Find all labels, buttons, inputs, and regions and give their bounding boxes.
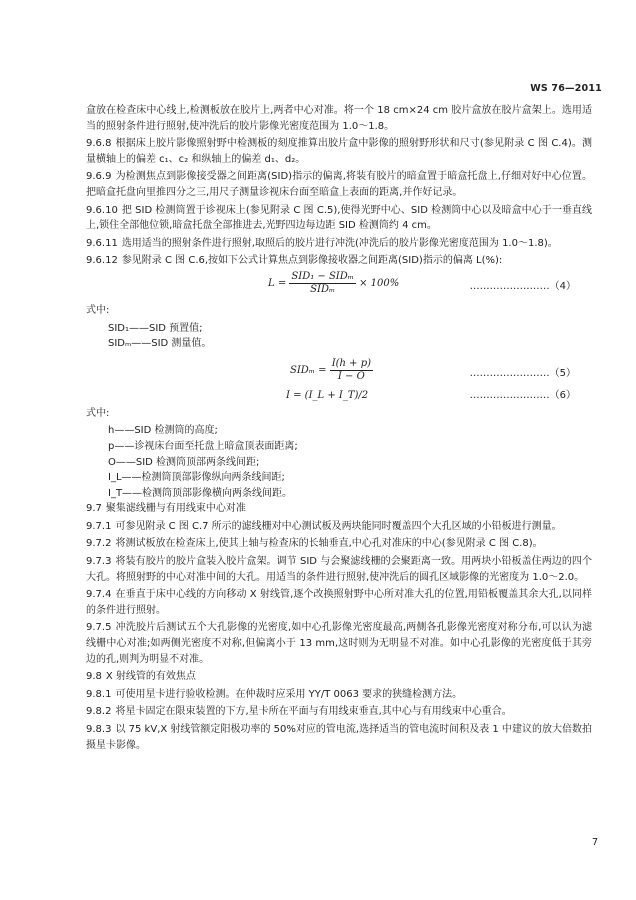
clause-text: 把 SID 检测筒置于诊视床上(参见附录 C 图 C.5),使得光野中心、SID 检测筒中心以及暗盒中心于一垂直线上,锁住全部他位锁,暗盒托盘全部推进去,光野四边每边距 SID 检测筒约 4 cm。 (86, 204, 592, 232)
equation-number-6: ……………………（6） (469, 389, 576, 401)
standard-code: WS 76—2011 (530, 83, 602, 94)
clause-9-6-8 (86, 136, 592, 167)
clause-9-6-12 (86, 253, 592, 269)
where-label: 式中: (86, 407, 110, 419)
equation-fraction (330, 358, 373, 383)
variable-def: h——SID 检测筒的高度; (108, 425, 218, 437)
section-9-7-heading (86, 501, 592, 517)
clause-number: 9.8.2 (86, 706, 112, 718)
clause-text: 将装有胶片的胶片盒装入胶片盒架。调节 SID 与会聚滤线栅的会聚距离一致。用两块小铅板盖住两边的四个大孔。将照射野的中心对准中间的大孔。用适当的条件进行照射,使冲洗后的圆孔区域影像的光密度为 1.0～2.0。 (86, 556, 592, 583)
clause-text: 冲洗胶片后测试五个大孔影像的光密度,如中心孔影像光密度最高,两侧各孔影像光密度对称分布,可以认为滤线栅中心对准;如两侧光密度不对称,但偏离小于 13 mm,这时则为无明显不对准。如中心孔影像的光密度低于其旁边的孔,则判为明显不对准。 (86, 622, 592, 665)
clause-text: 为检测焦点到影像接受器之间距离(SID)指示的偏离,将装有胶片的暗盒置于暗盒托盘上,仔细对好中心位置。把暗盒托盘向里推四分之三,用尺子测量诊视床台面至暗盒上表面的距离,并作好记录。 (86, 171, 592, 198)
clause-text: 可使用星卡进行验收检测。在仲裁时应采用 YY/T 0063 要求的狭缝检测方法。 (115, 688, 463, 700)
equation-number-5: ……………………（5） (469, 367, 576, 379)
clause-9-7-4 (86, 587, 592, 618)
clause-text: 可参见附录 C 图 C.7 所示的滤线栅对中心测试板及两块能同时覆盖四个大孔区域的小铅板进行测量。 (115, 520, 562, 532)
equation-tail: × 100% (359, 277, 400, 289)
clause-number: 9.6.11 (86, 237, 118, 249)
fraction-denominator: SIDₘ (310, 283, 336, 295)
clause-9-8-1 (86, 687, 592, 703)
clause-number: 9.6.8 (86, 138, 112, 150)
clause-number: 9.8.1 (86, 688, 112, 700)
clause-text: 根据床上胶片影像照射野中检测板的刻度推算出胶片盒中影像的照射野形状和尺寸(参见附录 C 图 C.4)。测量横轴上的偏差 c₁、c₂ 和纵轴上的偏差 d₁、d₂。 (86, 138, 592, 165)
clause-9-7-1 (86, 519, 592, 535)
fraction-numerator: SID₁ − SIDₘ (291, 270, 354, 282)
page-number: 7 (591, 837, 598, 848)
clause-text: 在垂直于床中心线的方向移动 X 射线管,逐个改换照射野中心所对准大孔的位置,用铅板覆盖其余大孔,以同样的条件进行照射。 (86, 589, 592, 616)
section-number: 9.8 (86, 671, 102, 683)
clause-9-8-2 (86, 704, 592, 720)
clause-9-8-3 (86, 722, 592, 753)
clause-number: 9.6.12 (86, 255, 118, 267)
paragraph-continuation: 盒放在检查床中心线上,检测板放在胶片上,两者中心对准。将一个 18 cm×24 cm 胶片盒放在胶片盒架上。选用适当的照射条件进行照射,使冲洗后的胶片影像光密度范围为 1.0～1.8。 (86, 105, 592, 132)
equation-6 (86, 386, 592, 406)
fraction-denominator: I − O (337, 370, 365, 382)
section-title: X 射线管的有效焦点 (105, 671, 196, 683)
clause-number: 9.6.9 (86, 171, 112, 183)
section-9-8-heading (86, 669, 592, 685)
equation-lhs: SIDₘ = (290, 364, 330, 376)
clause-9-6-10 (86, 203, 592, 234)
equation-fraction (289, 271, 356, 296)
variable-def: SID₁——SID 预置值; (108, 322, 203, 334)
clause-text: 将星卡固定在限束装置的下方,星卡所在平面与有用线束垂直,其中心与有用线束中心重合。 (115, 706, 512, 718)
clause-number: 9.7.2 (86, 538, 112, 550)
fraction-numerator: I(h + p) (331, 357, 372, 369)
variable-def: I_L——检测筒顶部影像纵向两条线间距; (108, 472, 285, 484)
clause-9-7-2 (86, 536, 592, 552)
variable-def: p——诊视床台面至托盘上暗盒顶表面距离; (108, 440, 298, 452)
where-label: 式中: (86, 304, 110, 316)
clause-9-6-11 (86, 236, 592, 252)
clause-text: 将测试板放在检查床上,使其上轴与检查床的长轴垂直,中心孔对准床的中心(参见附录 C 图 C.8)。 (115, 538, 543, 550)
clause-number: 9.7.5 (86, 622, 112, 634)
clause-number: 9.8.3 (86, 724, 112, 735)
document-body (86, 103, 592, 755)
section-number: 9.7 (86, 503, 102, 515)
clause-text: 参见附录 C 图 C.6,按如下公式计算焦点到影像接收器之间距离(SID)指示的偏离 L(%): (121, 255, 503, 267)
clause-text: 选用适当的照射条件进行照射,取照后的胶片进行冲洗(冲洗后的胶片影像光密度范围为 1.0～1.8)。 (121, 237, 558, 249)
variable-def: O——SID 检测筒顶部两条线间距; (108, 456, 260, 468)
clause-number: 9.7.4 (86, 589, 112, 601)
clause-number: 9.7.1 (86, 520, 112, 532)
variable-def: I_T——检测筒顶部影像横向两条线间距。 (108, 487, 293, 499)
variable-def: SIDₘ——SID 测量值。 (108, 338, 212, 350)
clause-text: 以 75 kV,X 射线管额定阳极功率的 50%对应的管电流,选择适当的管电流时间积及表 1 中建议的放大倍数拍摄星卡影像。 (86, 724, 592, 751)
equation-4 (86, 271, 592, 301)
clause-number: 9.7.3 (86, 556, 112, 568)
section-title: 聚集滤线栅与有用线束中心对准 (105, 503, 246, 515)
clause-9-6-9 (86, 169, 592, 200)
clause-number: 9.6.10 (86, 204, 118, 216)
equation-text: I = (I_L + I_T)/2 (286, 389, 369, 401)
equation-lhs: L = (268, 277, 290, 289)
clause-9-7-5 (86, 620, 592, 667)
equation-number-4: ……………………（4） (469, 280, 576, 292)
equation-5 (86, 358, 592, 386)
clause-9-7-3 (86, 554, 592, 585)
